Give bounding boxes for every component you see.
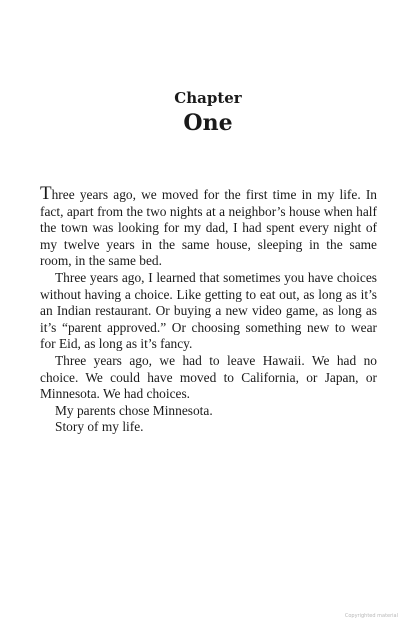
paragraph-5: Story of my life.	[55, 419, 144, 435]
chapter-body	[40, 183, 377, 436]
chapter-number: One	[183, 110, 233, 136]
paragraph-1-text: hree years ago, we moved for the first time in my life. In fact, apart from the two nights at a neighbor’s house when half the town was looking for my dad, I had spent every night of my twelve years in the same house, sleeping in the same room, in the same bed.	[40, 187, 377, 269]
paragraph-4: My parents chose Minnesota.	[55, 402, 213, 418]
chapter-label: Chapter	[174, 89, 242, 107]
drop-cap: T	[40, 183, 52, 204]
paragraph-2: Three years ago, I learned that sometimes you have choices without having a choice. Like getting to eat out, as long as it’s an Indian restaurant. Or buying a new video game, as long as it’s “parent approved.” Or choosing something new to wear for Eid, as long as it’s fancy.	[40, 269, 377, 352]
paragraph-1	[40, 183, 377, 270]
copyright-watermark: Copyrighted material	[344, 613, 398, 619]
chapter-heading	[0, 88, 416, 137]
paragraph-3: Three years ago, we had to leave Hawaii. We had no choice. We could have moved to California, or Japan, or Minnesota. We had choices.	[40, 352, 377, 402]
